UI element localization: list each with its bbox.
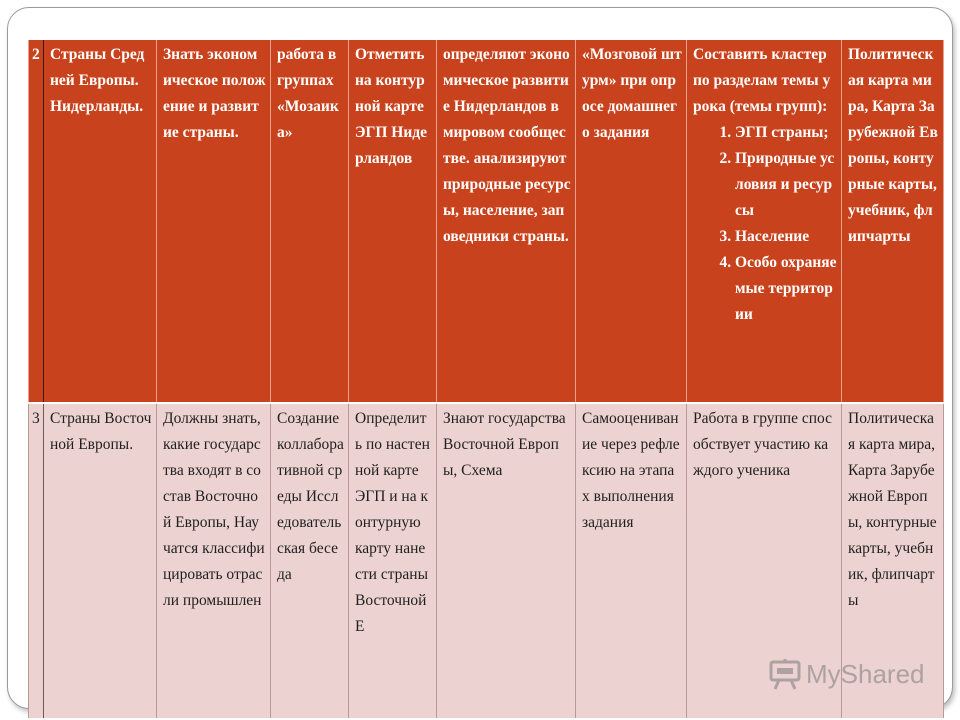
cluster-list	[693, 120, 837, 328]
work-form-cell: работа в группах «Мозаика»	[271, 40, 349, 403]
list-item: 2. Природные условия и ресурсы	[735, 146, 837, 224]
table-row	[29, 40, 944, 403]
list-item: 1. ЭГП страны;	[735, 120, 837, 146]
row-number: 3	[29, 403, 44, 718]
row-number: 2	[29, 40, 44, 403]
task-cell: Отметить на контурной карте ЭГП Нидерландов	[349, 40, 437, 403]
work-form-cell: Создание коллаборативной среды Исследовательская беседа	[271, 403, 349, 718]
cluster-intro: Составить кластер по разделам темы урока (темы групп):	[693, 46, 831, 115]
watermark	[768, 656, 925, 692]
result-cell: определяют экономическое развитие Нидерландов в мировом сообществе. анализируют природные ресурсы, население, заповедники страны.	[437, 40, 576, 403]
cluster-cell: Работа в группе способствует участию каждого ученика	[687, 403, 842, 718]
method-cell: «Мозговой штурм» при опросе домашнего задания	[576, 40, 687, 403]
resources-cell: Политическая карта мира, Карта Зарубежной Европы, контурные карты, учебник, флипчарты	[842, 403, 944, 718]
list-item: 3. Население	[735, 224, 837, 250]
lesson-plan-table	[28, 40, 944, 718]
list-item: 4. Особо охраняемые территории	[735, 250, 837, 328]
knowledge-cell: Знать экономическое положение и развитие страны.	[157, 40, 271, 403]
knowledge-cell: Должны знать, какие государства входят в состав Восточной Европы, Научатся классифицировать отрасли промышлен	[157, 403, 271, 718]
presentation-board-icon	[768, 658, 802, 690]
watermark-text: MyShared	[806, 658, 925, 689]
cluster-cell	[687, 40, 842, 403]
method-cell: Самооценивание через рефлексию на этапах выполнения задания	[576, 403, 687, 718]
topic-cell: Страны Средней Европы. Нидерланды.	[44, 40, 157, 403]
resources-cell: Политическая карта мира, Карта Зарубежной Европы, контурные карты, учебник, флипчарты	[842, 40, 944, 403]
result-cell: Знают государства Восточной Европы, Схема	[437, 403, 576, 718]
topic-cell: Страны Восточной Европы.	[44, 403, 157, 718]
task-cell: Определить по настенной карте ЭГП и на контурную карту нанести страны Восточной Е	[349, 403, 437, 718]
